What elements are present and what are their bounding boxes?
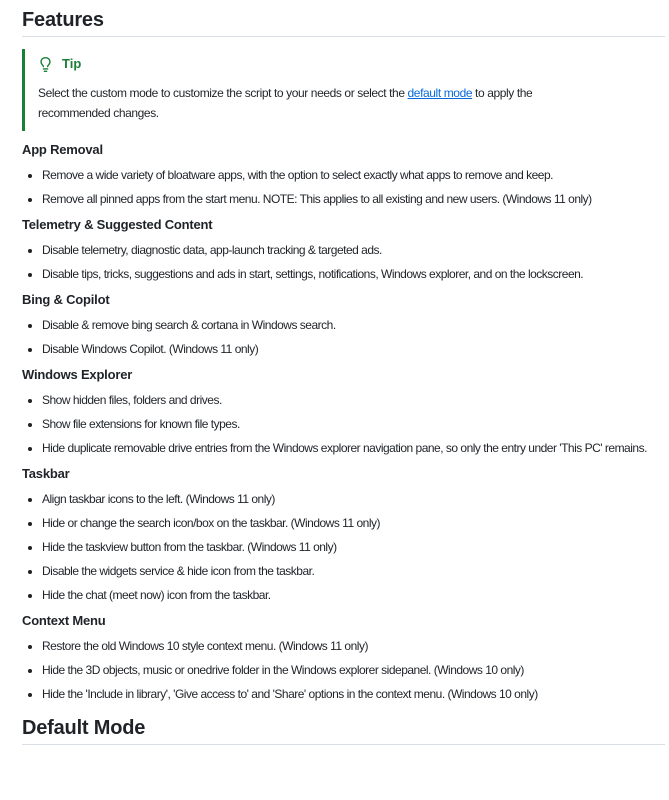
- feature-item: • Align taskbar icons to the left. (Windows 11 only): [42, 489, 665, 509]
- default-mode-link[interactable]: default mode: [407, 86, 473, 100]
- feature-item: • Disable & remove bing search & cortana in Windows search.: [42, 315, 665, 335]
- feature-item: • Disable Windows Copilot. (Windows 11 only): [42, 339, 665, 359]
- section-heading-telemetry-suggested-content: Telemetry & Suggested Content: [22, 217, 213, 232]
- features-heading: Features: [22, 8, 665, 37]
- feature-item: • Remove all pinned apps from the start menu. NOTE: This applies to all existing and new users. (Windows 11 only): [42, 189, 665, 209]
- tip-callout: [22, 49, 665, 131]
- telemetry-suggested-content-list: [22, 240, 665, 284]
- context-menu-list: [22, 636, 665, 704]
- bing-copilot-list: [22, 315, 665, 359]
- feature-item: • Restore the old Windows 10 style context menu. (Windows 11 only): [42, 636, 665, 656]
- tip-text-after: to apply the recommended changes.: [38, 86, 533, 120]
- section-heading-windows-explorer: Windows Explorer: [22, 367, 133, 382]
- section-heading-app-removal: App Removal: [22, 142, 103, 157]
- taskbar-list: [22, 489, 665, 605]
- windows-explorer-list: [22, 390, 665, 458]
- section-heading-bing-copilot: Bing & Copilot: [22, 292, 110, 307]
- feature-item: • Show hidden files, folders and drives.: [42, 390, 665, 410]
- feature-item: • Remove a wide variety of bloatware apps, with the option to select exactly what apps to remove and keep.: [42, 165, 665, 185]
- tip-text: [38, 83, 583, 123]
- feature-item: • Hide the chat (meet now) icon from the taskbar.: [42, 585, 665, 605]
- feature-item: • Hide the taskview button from the taskbar. (Windows 11 only): [42, 537, 665, 557]
- feature-item: • Disable tips, tricks, suggestions and ads in start, settings, notifications, Windows explorer, and on the lockscreen.: [42, 264, 665, 284]
- feature-item: • Disable telemetry, diagnostic data, app-launch tracking & targeted ads.: [42, 240, 665, 260]
- feature-item: • Show file extensions for known file types.: [42, 414, 665, 434]
- tip-label: Tip: [62, 56, 82, 71]
- tip-header: [38, 55, 649, 73]
- tip-text-before: Select the custom mode to customize the script to your needs or select the: [38, 86, 408, 100]
- feature-item: • Hide duplicate removable drive entries from the Windows explorer navigation pane, so only the entry under 'This PC' remains.: [42, 438, 665, 458]
- feature-item: • Hide or change the search icon/box on the taskbar. (Windows 11 only): [42, 513, 665, 533]
- lightbulb-icon: [38, 57, 53, 72]
- section-heading-context-menu: Context Menu: [22, 613, 106, 628]
- app-removal-list: [22, 165, 665, 209]
- feature-item: • Hide the 'Include in library', 'Give access to' and 'Share' options in the context menu. (Windows 10 only): [42, 684, 665, 704]
- section-heading-taskbar: Taskbar: [22, 466, 70, 481]
- feature-item: • Disable the widgets service & hide icon from the taskbar.: [42, 561, 665, 581]
- default-mode-heading: Default Mode: [22, 716, 665, 745]
- feature-item: • Hide the 3D objects, music or onedrive folder in the Windows explorer sidepanel. (Windows 10 only): [42, 660, 665, 680]
